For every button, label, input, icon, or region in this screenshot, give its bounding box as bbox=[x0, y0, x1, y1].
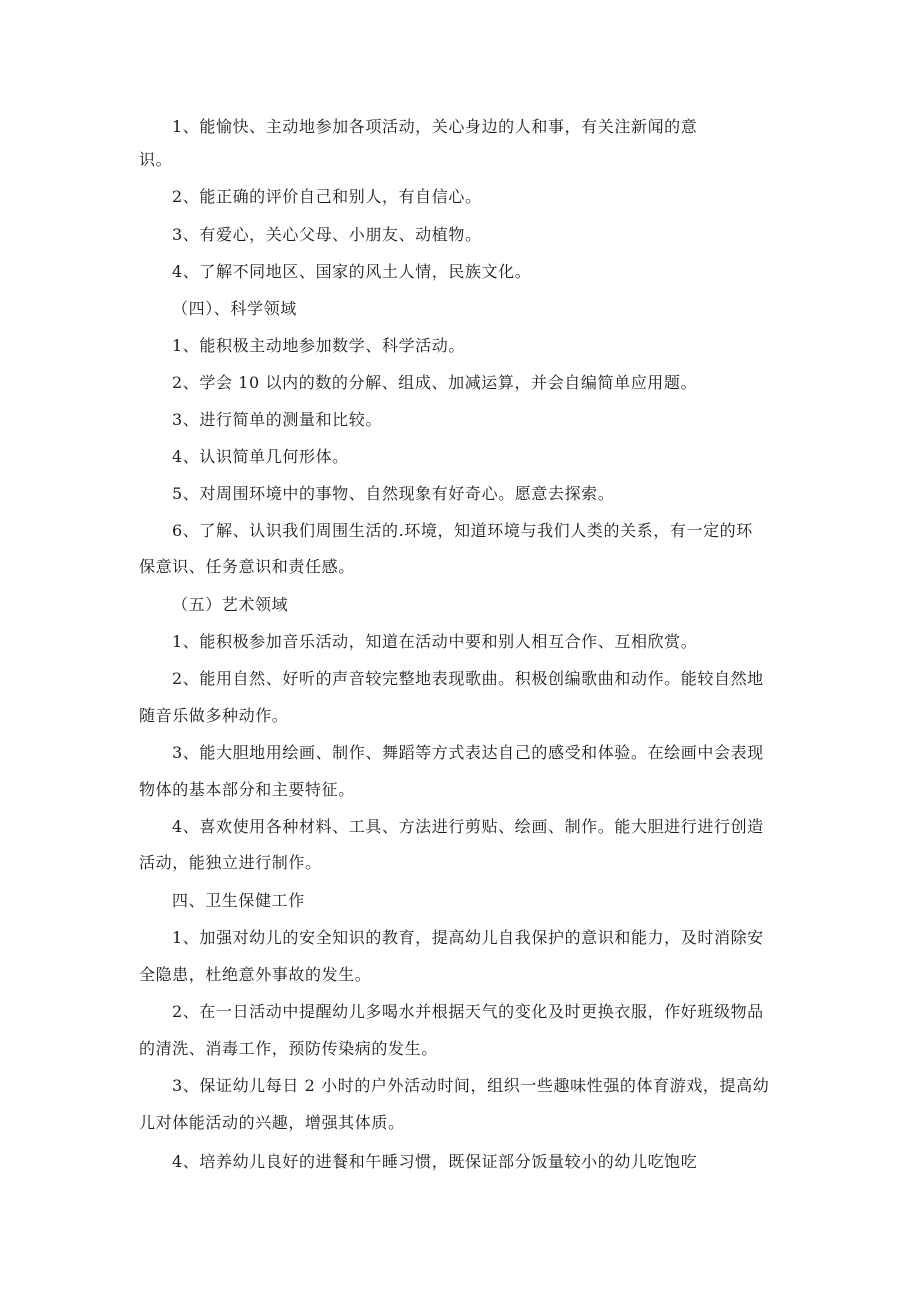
text-line: 4、了解不同地区、国家的风土人情，民族文化。 bbox=[172, 262, 532, 281]
text-line: 1、能愉快、主动地参加各项活动，关心身边的人和事，有关注新闻的意 bbox=[172, 117, 698, 136]
text-line: 4、喜欢使用各种材料、工具、方法进行剪贴、绘画、制作。能大胆进行进行创造 bbox=[172, 817, 764, 836]
text-line: 全隐患，杜绝意外事故的发生。 bbox=[139, 965, 372, 984]
text-line: 保意识、任务意识和责任感。 bbox=[139, 557, 355, 576]
text-line: 4、培养幼儿良好的进餐和午睡习惯，既保证部分饭量较小的幼儿吃饱吃 bbox=[172, 1152, 698, 1171]
text-line: 2、在一日活动中提醒幼儿多喝水并根据天气的变化及时更换衣服，作好班级物品 bbox=[172, 1002, 764, 1021]
text-line: 2、能用自然、好听的声音较完整地表现歌曲。积极创编歌曲和动作。能较自然地 bbox=[172, 669, 764, 688]
text-line: 3、有爱心，关心父母、小朋友、动植物。 bbox=[172, 225, 482, 244]
text-line: 1、能积极参加音乐活动，知道在活动中要和别人相互合作、互相欣赏。 bbox=[172, 632, 698, 651]
text-line: 活动，能独立进行制作。 bbox=[139, 853, 322, 872]
text-line: 1、能积极主动地参加数学、科学活动。 bbox=[172, 336, 465, 355]
text-line: 的清洗、消毒工作，预防传染病的发生。 bbox=[139, 1039, 438, 1058]
section-heading: （四）、科学领域 bbox=[172, 299, 297, 318]
text-line: 识。 bbox=[139, 150, 173, 169]
text-line: 儿对体能活动的兴趣，增强其体质。 bbox=[139, 1113, 405, 1132]
text-line: 5、对周围环境中的事物、自然现象有好奇心。愿意去探索。 bbox=[172, 484, 615, 503]
text-line: 1、加强对幼儿的安全知识的教育，提高幼儿自我保护的意识和能力，及时消除安 bbox=[172, 928, 764, 947]
text-line: 2、能正确的评价自己和别人，有自信心。 bbox=[172, 187, 482, 206]
text-line: 6、了解、认识我们周围生活的.环境，知道环境与我们人类的关系，有一定的环 bbox=[172, 521, 753, 540]
text-line: 3、保证幼儿每日 2 小时的户外活动时间，组织一些趣味性强的体育游戏，提高幼 bbox=[172, 1076, 770, 1095]
text-line: 物体的基本部分和主要特征。 bbox=[139, 780, 355, 799]
section-heading: 四、卫生保健工作 bbox=[172, 891, 305, 910]
text-line: 随音乐做多种动作。 bbox=[139, 706, 289, 725]
text-line: 2、学会 10 以内的数的分解、组成、加减运算，并会自编简单应用题。 bbox=[172, 373, 698, 392]
text-line: 3、能大胆地用绘画、制作、舞蹈等方式表达自己的感受和体验。在绘画中会表现 bbox=[172, 743, 764, 762]
section-heading: （五）艺术领域 bbox=[172, 595, 289, 614]
text-line: 3、进行简单的测量和比较。 bbox=[172, 410, 382, 429]
text-line: 4、认识简单几何形体。 bbox=[172, 447, 349, 466]
